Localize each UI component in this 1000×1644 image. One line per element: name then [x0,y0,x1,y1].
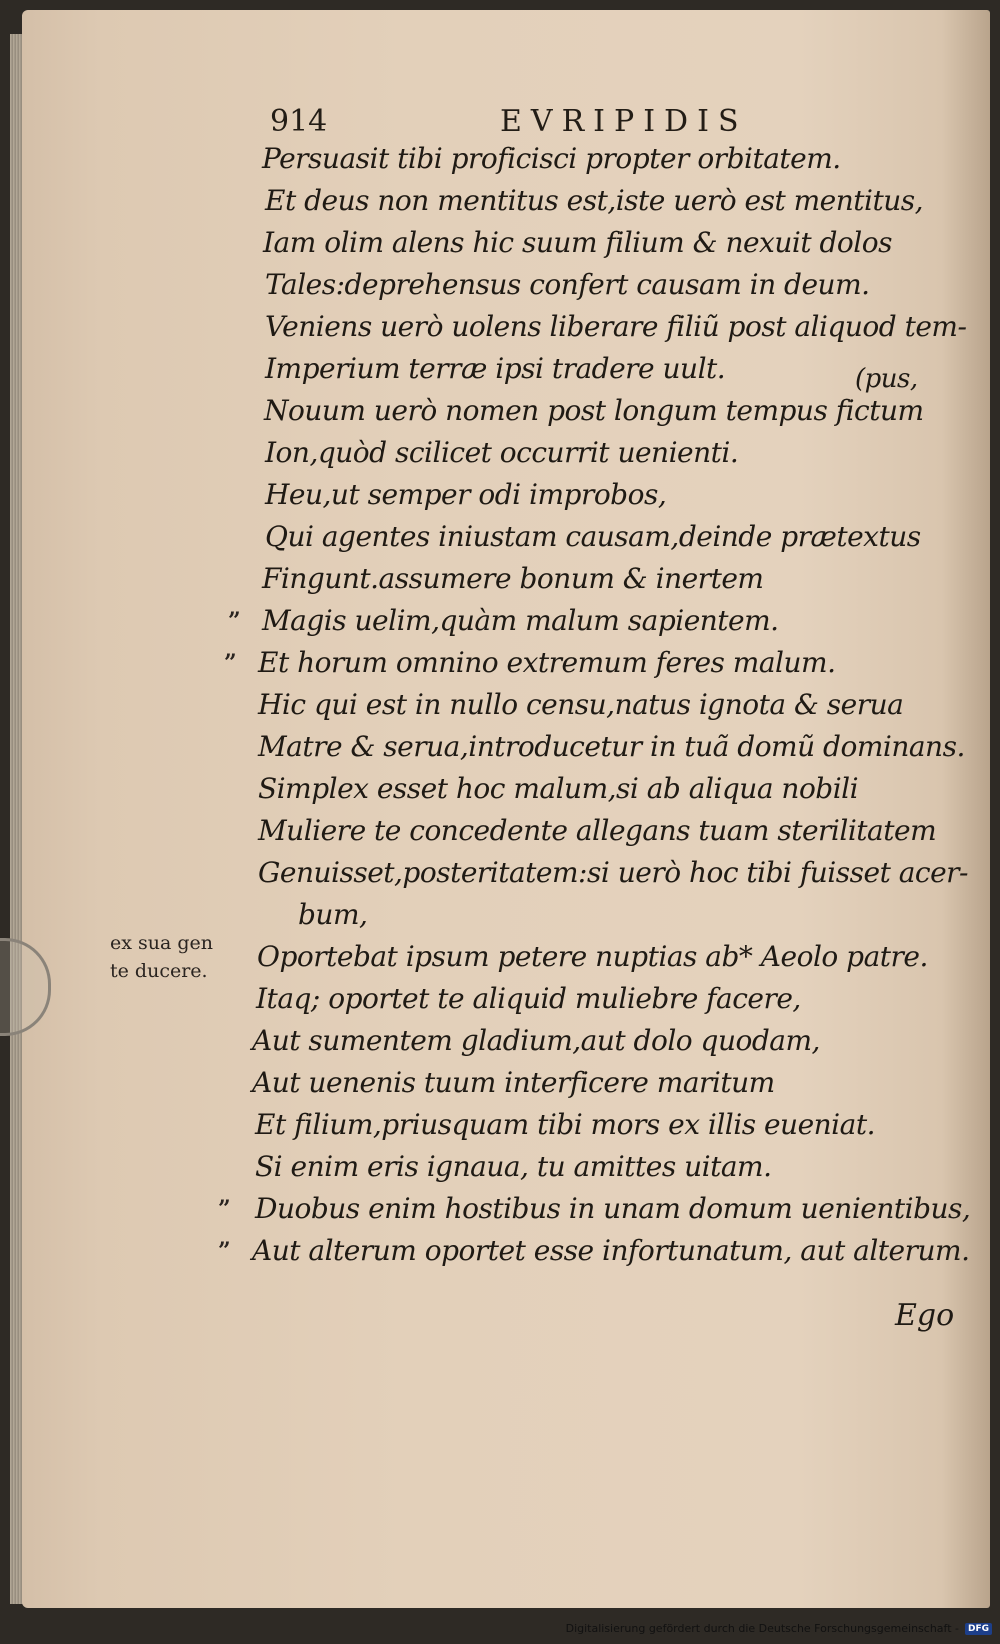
verse-line: Hic qui est in nullo censu,natus ignota & serua [258,688,904,721]
verse-line: Muliere te concedente allegans tuam sterilitatem [258,814,937,847]
verse-line: Fingunt.assumere bonum & inertem [262,562,764,595]
verse-line: Qui agentes iniustam causam,deinde prætextus [265,520,921,553]
verse-line: Oportebat ipsum petere nuptias ab* Aeolo patre. [257,940,928,973]
marginal-note-line-1: ex sua gen [110,932,213,954]
verse-line: Magis uelim,quàm malum sapientem. [262,604,779,637]
verse-line: Et horum omnino extremum feres malum. [258,646,836,679]
verse-line: Aut alterum oportet esse infortunatum, aut alterum. [252,1234,970,1267]
verse-line: Et filium,priusquam tibi mors ex illis eueniat. [255,1108,875,1141]
catchword: Ego [895,1298,955,1333]
marginal-note-line-2: te ducere. [110,960,208,982]
quotation-mark: ” [218,1196,231,1222]
footer-credit [566,1622,992,1635]
verse-line: Iam olim alens hic suum filium & nexuit dolos [263,226,892,259]
verse-line: Tales:deprehensus confert causam in deum. [265,268,870,301]
turnover-text: (pus, [855,364,918,394]
verse-line: Simplex esset hoc malum,si ab aliqua nobili [258,772,859,805]
verse-line: Aut uenenis tuum interficere maritum [252,1066,775,1099]
verse-line: Itaq; oportet te aliquid muliebre facere, [256,982,801,1015]
verse-line: Persuasit tibi proficisci propter orbitatem. [262,142,841,175]
quotation-mark: ” [228,608,241,634]
verse-line: bum, [298,898,368,931]
quotation-mark: ” [224,650,237,676]
verse-line: Genuisset,posteritatem:si uerò hoc tibi fuisset acer- [258,856,969,889]
verse-line: Heu,ut semper odi improbos, [265,478,667,511]
footer-text: Digitalisierung gefördert durch die Deutsche Forschungsgemeinschaft - [565,1622,959,1635]
dfg-logo: DFG [965,1623,992,1635]
verse-line: Imperium terræ ipsi tradere uult. [265,352,726,385]
verse-line: Veniens uerò uolens liberare filiũ post aliquod tem- [265,310,967,343]
verse-line: Ion,quòd scilicet occurrit uenienti. [265,436,739,469]
page-number: 914 [270,104,328,139]
verse-line: Aut sumentem gladium,aut dolo quodam, [252,1024,820,1057]
verse-line: Et deus non mentitus est,iste uerò est mentitus, [265,184,924,217]
verse-line: Duobus enim hostibus in unam domum uenientibus, [255,1192,971,1225]
verse-line: Si enim eris ignaua, tu amittes uitam. [255,1150,772,1183]
verse-line: Matre & serua,introducetur in tuã domũ dominans. [258,730,965,763]
quotation-mark: ” [218,1238,231,1264]
verse-line: Nouum uerò nomen post longum tempus fictum [264,394,924,427]
running-title: EVRIPIDIS [500,104,748,139]
